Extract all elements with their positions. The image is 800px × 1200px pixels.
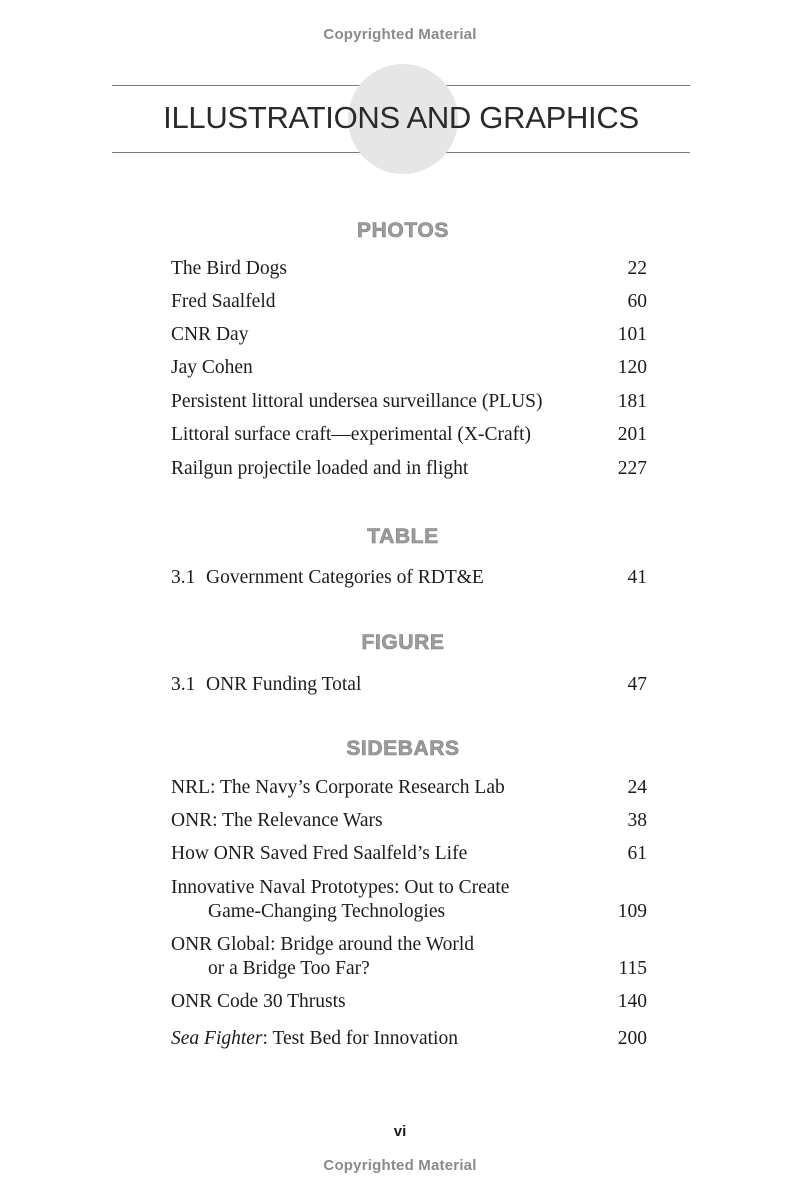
entry-page-number: 60 — [627, 291, 647, 312]
entry-page-number: 24 — [627, 777, 647, 798]
entry-label: NRL: The Navy’s Corporate Research Lab — [171, 777, 505, 798]
entry-label: ONR Code 30 Thrusts — [171, 991, 346, 1012]
entry-page-number: 200 — [617, 1028, 647, 1049]
entry-page-number: 115 — [618, 958, 647, 979]
entry-label — [171, 1027, 458, 1051]
entry-number: 3.1 — [171, 674, 196, 695]
entry-label: Railgun projectile loaded and in flight — [171, 458, 469, 479]
entry-label: How ONR Saved Fred Saalfeld’s Life — [171, 843, 468, 864]
entry-label: Littoral surface craft—experimental (X-Craft) — [171, 424, 532, 445]
entry-page-number: 109 — [617, 901, 647, 922]
entry-title-italic: Sea Fighter — [171, 1028, 263, 1049]
copyright-watermark-bottom: Copyrighted Material — [323, 1157, 477, 1174]
section-heading-photos: PHOTOS — [357, 219, 449, 242]
entry-title: ONR Funding Total — [206, 674, 362, 695]
entry-label — [171, 673, 361, 697]
copyright-watermark-top: Copyrighted Material — [323, 26, 477, 43]
title-band — [112, 85, 690, 153]
entry-title: Government Categories of RDT&E — [206, 567, 484, 588]
entry-page-number: 227 — [617, 458, 647, 479]
entry-label — [171, 566, 484, 590]
page-number: vi — [393, 1123, 407, 1140]
entry-label-continuation: or a Bridge Too Far? — [208, 958, 370, 979]
entry-page-number: 120 — [617, 357, 647, 378]
entry-label-continuation: Game-Changing Technologies — [208, 901, 446, 922]
entry-page-number: 61 — [627, 843, 647, 864]
section-heading-figure: FIGURE — [361, 631, 445, 654]
entry-label: The Bird Dogs — [171, 258, 287, 279]
section-heading-table: TABLE — [367, 525, 439, 548]
entry-page-number: 22 — [627, 258, 647, 279]
entry-label: Persistent littoral undersea surveillance (PLUS) — [171, 391, 543, 412]
entry-page-number: 41 — [627, 567, 647, 588]
entry-title-rest: : Test Bed for Innovation — [262, 1028, 458, 1049]
page-title: ILLUSTRATIONS AND GRAPHICS — [163, 100, 639, 135]
entry-label: Innovative Naval Prototypes: Out to Create — [171, 877, 510, 898]
entry-page-number: 181 — [617, 391, 647, 412]
entry-label: ONR Global: Bridge around the World — [171, 934, 474, 955]
entry-label: ONR: The Relevance Wars — [171, 810, 383, 831]
entry-label: Fred Saalfeld — [171, 291, 276, 312]
entry-label: Jay Cohen — [171, 357, 253, 378]
entry-page-number: 47 — [627, 674, 647, 695]
section-heading-sidebars: SIDEBARS — [346, 737, 460, 760]
entry-page-number: 140 — [617, 991, 647, 1012]
entry-page-number: 38 — [627, 810, 647, 831]
entry-number: 3.1 — [171, 567, 196, 588]
entry-page-number: 201 — [617, 424, 647, 445]
entry-label: CNR Day — [171, 324, 249, 345]
entry-page-number: 101 — [617, 324, 647, 345]
